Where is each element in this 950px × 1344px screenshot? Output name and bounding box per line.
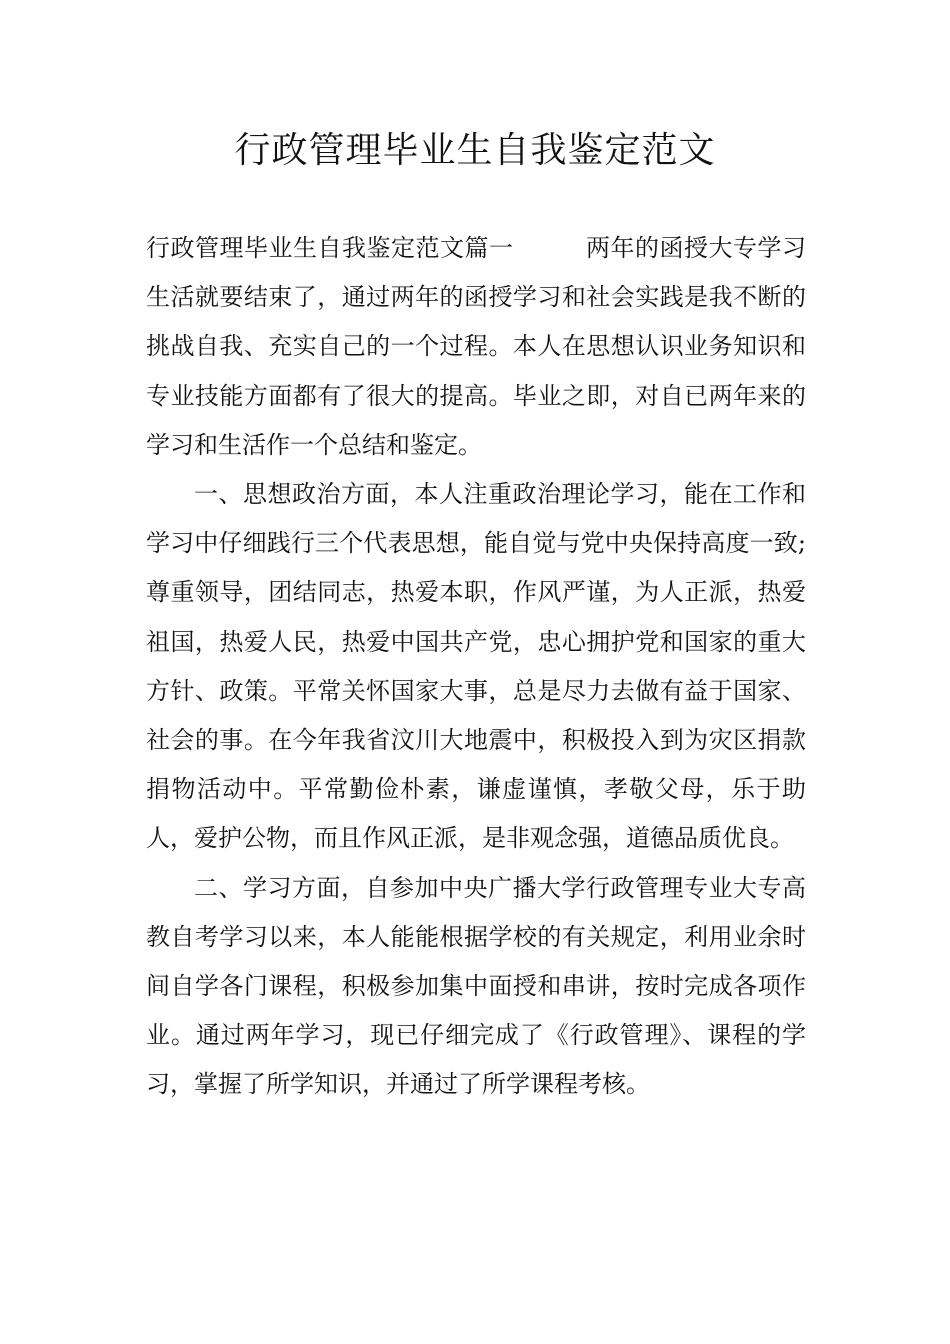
paragraph-political: 一、思想政治方面，本人注重政治理论学习，能在工作和学习中仔细践行三个代表思想，能自觉与党中央保持高度一致;尊重领导，团结同志，热爱本职，作风严谨，为人正派，热爱祖国，热爱人民，热爱中国共产党，忠心拥护党和国家的重大方针、政策。平常关怀国家大事，总是尽力去做有益于国家、社会的事。在今年我省汶川大地震中，积极投入到为灾区捐款捐物活动中。平常勤俭朴素，谦虚谨慎，孝敬父母，乐于助人，爱护公物，而且作风正派，是非观念强，道德品质优良。: [146, 480, 806, 853]
paragraph-intro: [146, 224, 806, 470]
document-title: 行政管理毕业生自我鉴定范文: [234, 130, 716, 171]
paragraph-intro-text: 两年的函授大专学习生活就要结束了，通过两年的函授学习和社会实践是我不断的挑战自我、充实自己的一个过程。本人在思想认识业务知识和专业技能方面都有了很大的提高。毕业之即，对自已两年来的学习和生活作一个总结和鉴定。: [146, 234, 806, 459]
paragraph-study: 二、学习方面，自参加中央广播大学行政管理专业大专高教自考学习以来，本人能能根据学校的有关规定，利用业余时间自学各门课程，积极参加集中面授和串讲，按时完成各项作业。通过两年学习，现已仔细完成了《行政管理》、课程的学习，掌握了所学知识，并通过了所学课程考核。: [146, 873, 806, 1099]
section-heading: 行政管理毕业生自我鉴定范文篇一: [146, 234, 514, 262]
document-body: [146, 224, 806, 1110]
